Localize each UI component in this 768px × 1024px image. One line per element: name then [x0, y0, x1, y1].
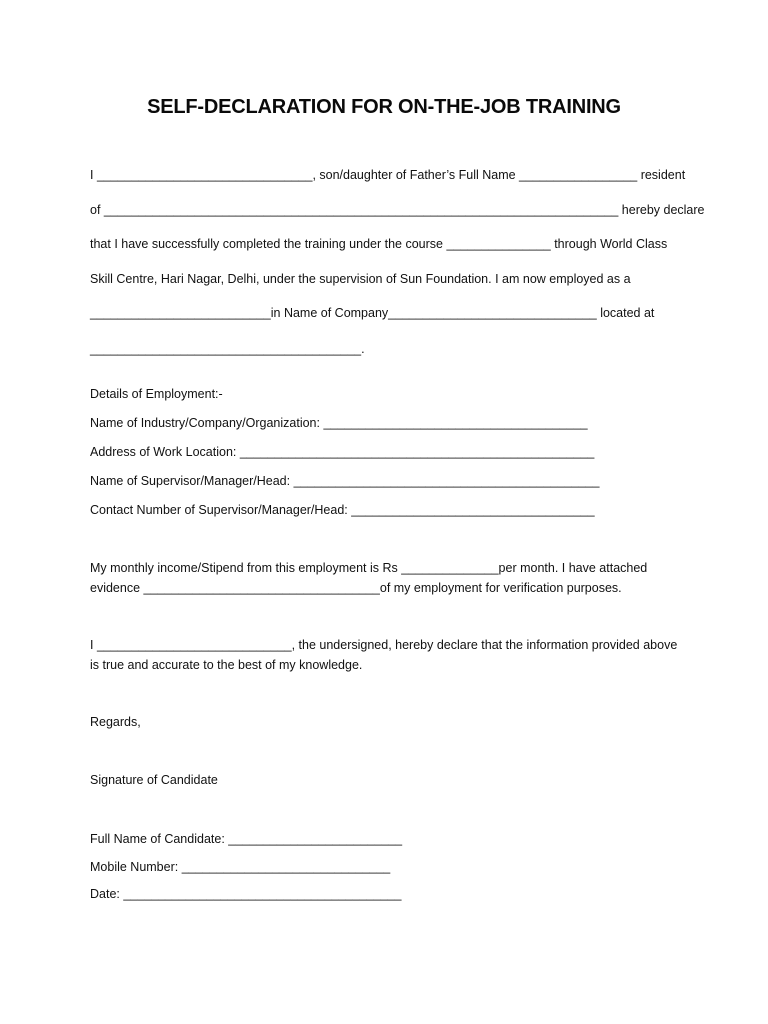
candidate-name-field: Full Name of Candidate: _________________________: [90, 832, 403, 846]
declaration-line-4: Skill Centre, Hari Nagar, Delhi, under the supervision of Sun Foundation. I am now employed as a: [90, 272, 631, 286]
employment-field-contact: Contact Number of Supervisor/Manager/Head: ___________________________________: [90, 503, 595, 517]
mobile-number-field: Mobile Number: ______________________________: [90, 860, 391, 874]
signature-label: Signature of Candidate: [90, 773, 218, 787]
date-field: Date: ________________________________________: [90, 887, 402, 901]
employment-field-address: Address of Work Location: ___________________________________________________: [90, 445, 595, 459]
declaration-line-2: of __________________________________________________________________________ hereby declare: [90, 203, 705, 217]
income-paragraph: My monthly income/Stipend from this employment is Rs ______________per month. I have attached evidence __________________________________of my employment for verification purposes.: [90, 561, 648, 595]
employment-field-supervisor: Name of Supervisor/Manager/Head: ____________________________________________: [90, 474, 600, 488]
declaration-line-6: _______________________________________.: [90, 342, 365, 356]
undersigned-paragraph: I ____________________________, the undersigned, hereby declare that the information provided above is true and accurate to the best of my knowledge.: [90, 638, 678, 672]
employment-heading: Details of Employment:-: [90, 387, 223, 401]
employment-field-company: Name of Industry/Company/Organization: ______________________________________: [90, 416, 588, 430]
regards-text: Regards,: [90, 715, 141, 729]
declaration-line-1: I _______________________________, son/daughter of Father’s Full Name _________________ resident: [90, 168, 686, 182]
document-title: SELF-DECLARATION FOR ON-THE-JOB TRAINING: [147, 96, 621, 118]
declaration-line-5: __________________________in Name of Company______________________________ located at: [90, 306, 655, 320]
declaration-line-3: that I have successfully completed the training under the course _______________ through World Class: [90, 237, 668, 251]
